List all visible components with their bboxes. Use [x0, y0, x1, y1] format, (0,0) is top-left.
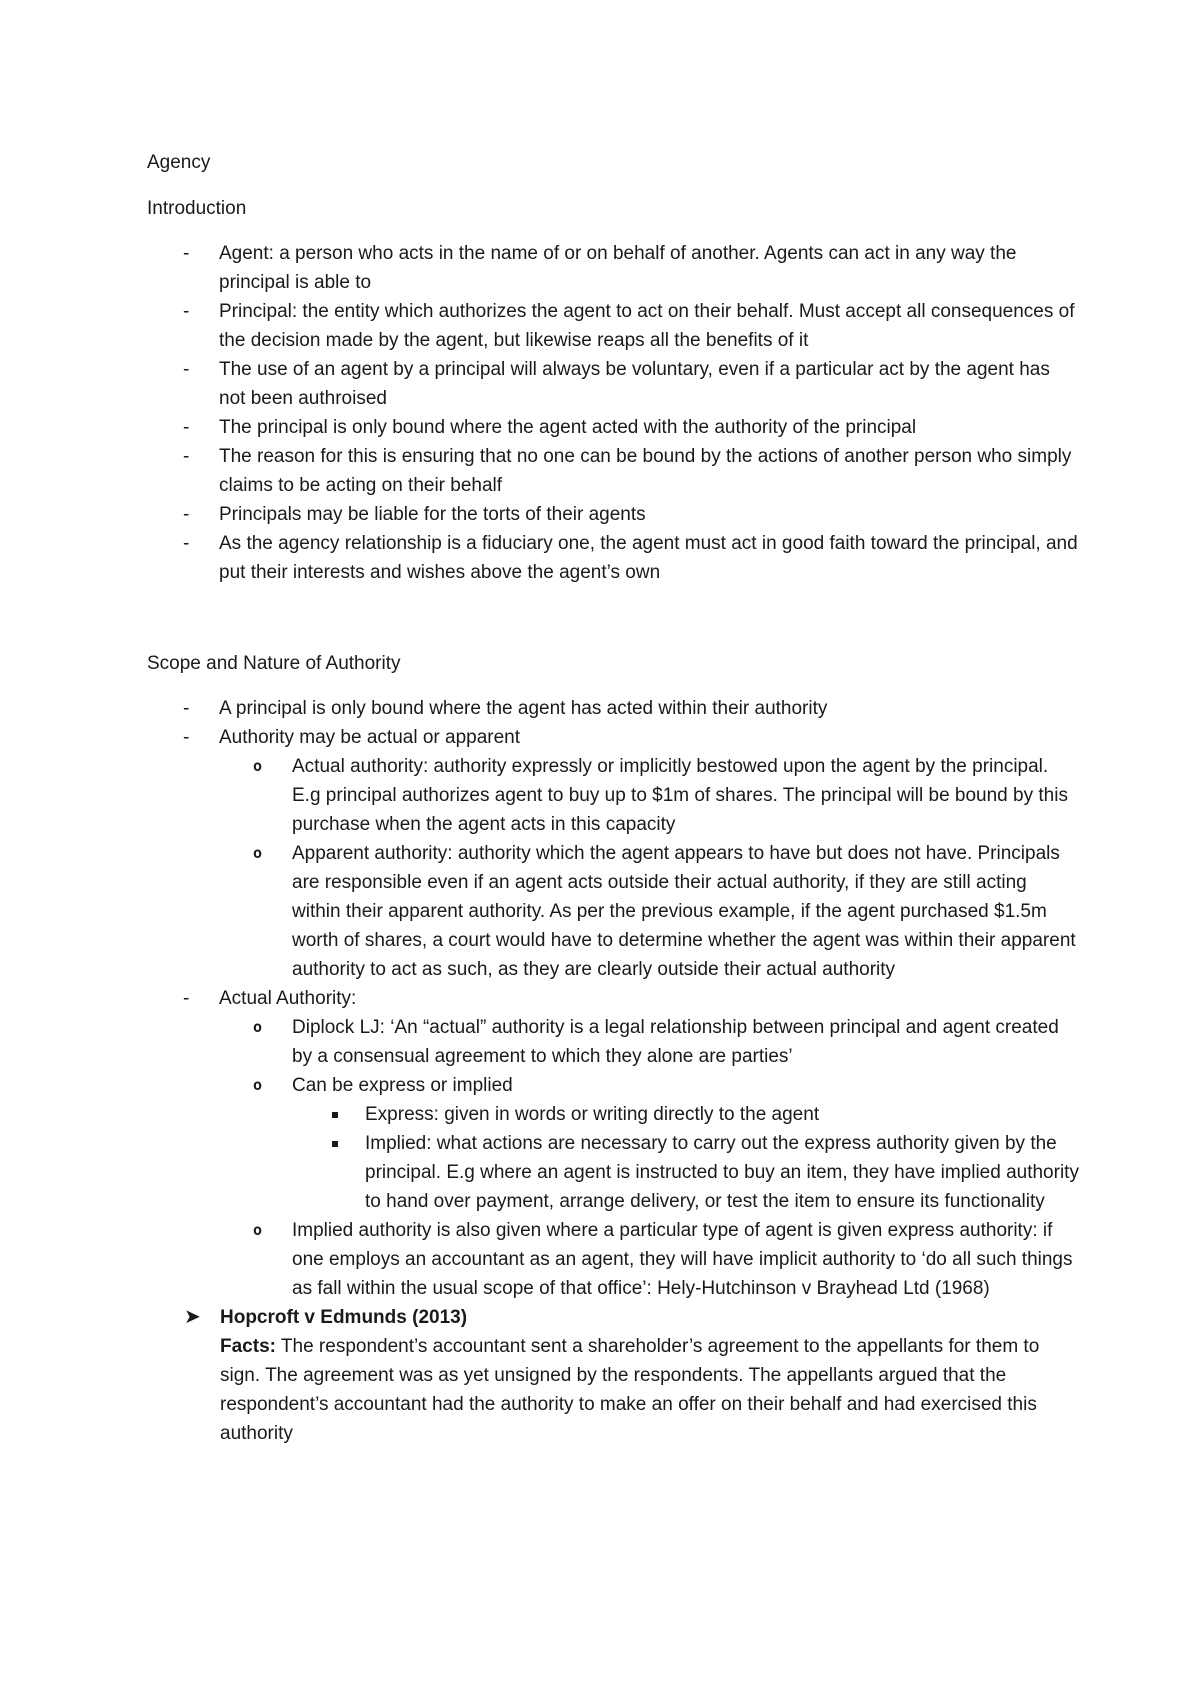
list-item	[147, 355, 1080, 413]
section-heading-introduction: Introduction	[147, 198, 247, 219]
case-block	[147, 1303, 1080, 1448]
facts-text: The respondent’s accountant sent a shareholder’s agreement to the appellants for them to sign. The agreement was as yet unsigned by the respondents. The appellants argued that the respondent’s accountant had the authority to make an offer on their behalf and had exercised this authority	[220, 1336, 1040, 1444]
dash-bullet: -	[183, 988, 190, 1009]
sub-bullet-text: Can be express or implied	[292, 1075, 513, 1096]
list-item	[147, 297, 1080, 355]
sub-bullet-text: Actual authority: authority expressly or implicitly bestowed upon the agent by the principal. E.g principal authorizes agent to buy up to $1m of shares. The principal will be bound by this purchase when the agent acts in this capacity	[292, 756, 1068, 835]
dash-bullet: -	[183, 446, 190, 467]
bullet-text: The principal is only bound where the agent acted with the authority of the principal	[219, 417, 917, 438]
list-item	[147, 984, 1080, 1303]
bullet-text: A principal is only bound where the agent has acted within their authority	[219, 698, 828, 719]
case-title: Hopcroft v Edmunds (2013)	[220, 1307, 468, 1328]
introduction-list	[147, 239, 1080, 587]
sub-list-item	[219, 839, 1080, 984]
document-title: Agency	[147, 152, 211, 173]
list-item	[147, 694, 1080, 723]
section-heading-scope: Scope and Nature of Authority	[147, 653, 401, 674]
square-bullet-icon	[332, 1141, 338, 1147]
sub-sub-bullet-text: Express: given in words or writing directly to the agent	[365, 1104, 820, 1125]
bullet-text: Principal: the entity which authorizes the agent to act on their behalf. Must accept all consequences of the decision made by the agent, but likewise reaps all the benefits of it	[219, 301, 1075, 351]
dash-bullet: -	[183, 417, 190, 438]
dash-bullet: -	[183, 727, 190, 748]
sub-bullet-text: Diplock LJ: ‘An “actual” authority is a legal relationship between principal and agent created by a consensual agreement to which they alone are parties’	[292, 1017, 1059, 1067]
sub-list-item	[219, 1071, 1080, 1216]
bullet-text: Agent: a person who acts in the name of or on behalf of another. Agents can act in any way the principal is able to	[219, 243, 1017, 293]
bullet-text: Authority may be actual or apparent	[219, 727, 521, 748]
sub-bullet-text: Apparent authority: authority which the agent appears to have but does not have. Principals are responsible even if an agent acts outside their actual authority, if they are still acting within their apparent authority. As per the previous example, if the agent purchased $1.5m worth of shares, a court would have to determine whether the agent was within their apparent authority to act as such, as they are clearly outside their actual authority	[292, 843, 1076, 980]
dash-bullet: -	[183, 533, 190, 554]
bullet-text: The reason for this is ensuring that no one can be bound by the actions of another person who simply claims to be acting on their behalf	[219, 446, 1072, 496]
list-item	[147, 500, 1080, 529]
list-item	[147, 413, 1080, 442]
circle-bullet: o	[253, 1018, 263, 1036]
bullet-text: As the agency relationship is a fiduciary one, the agent must act in good faith toward the principal, and put their interests and wishes above the agent’s own	[219, 533, 1078, 583]
circle-bullet: o	[253, 1221, 263, 1239]
scope-list	[147, 694, 1080, 1303]
sub-list-item	[219, 1216, 1080, 1303]
sub-sub-list-item	[292, 1100, 1080, 1129]
sub-sub-list	[292, 1100, 1080, 1216]
list-item	[147, 723, 1080, 984]
dash-bullet: -	[183, 243, 190, 264]
list-item	[147, 529, 1080, 587]
list-item	[147, 442, 1080, 500]
dash-bullet: -	[183, 301, 190, 322]
bullet-text: Principals may be liable for the torts of their agents	[219, 504, 646, 525]
sub-list	[219, 1013, 1080, 1303]
dash-bullet: -	[183, 504, 190, 525]
sub-sub-bullet-text: Implied: what actions are necessary to carry out the express authority given by the principal. E.g where an agent is instructed to buy an item, they have implied authority to hand over payment, arrange delivery, or test the item to ensure its functionality	[365, 1133, 1079, 1212]
sub-list-item	[219, 1013, 1080, 1071]
dash-bullet: -	[183, 698, 190, 719]
facts-label: Facts:	[220, 1336, 276, 1357]
square-bullet-icon	[332, 1112, 338, 1118]
dash-bullet: -	[183, 359, 190, 380]
case-facts	[220, 1332, 1080, 1448]
sub-bullet-text: Implied authority is also given where a particular type of agent is given express authority: if one employs an accountant as an agent, they will have implicit authority to ‘do all such things as fall within the usual scope of that office’: Hely-Hutchinson v Brayhead Ltd (1968)	[292, 1220, 1073, 1299]
arrow-bullet-icon: ➤	[184, 1306, 201, 1328]
sub-list	[219, 752, 1080, 984]
sub-list-item	[219, 752, 1080, 839]
sub-sub-list-item	[292, 1129, 1080, 1216]
bullet-text: Actual Authority:	[219, 988, 357, 1009]
list-item	[147, 239, 1080, 297]
circle-bullet: o	[253, 844, 263, 862]
bullet-text: The use of an agent by a principal will always be voluntary, even if a particular act by the agent has not been authroised	[219, 359, 1050, 409]
circle-bullet: o	[253, 757, 263, 775]
circle-bullet: o	[253, 1076, 263, 1094]
